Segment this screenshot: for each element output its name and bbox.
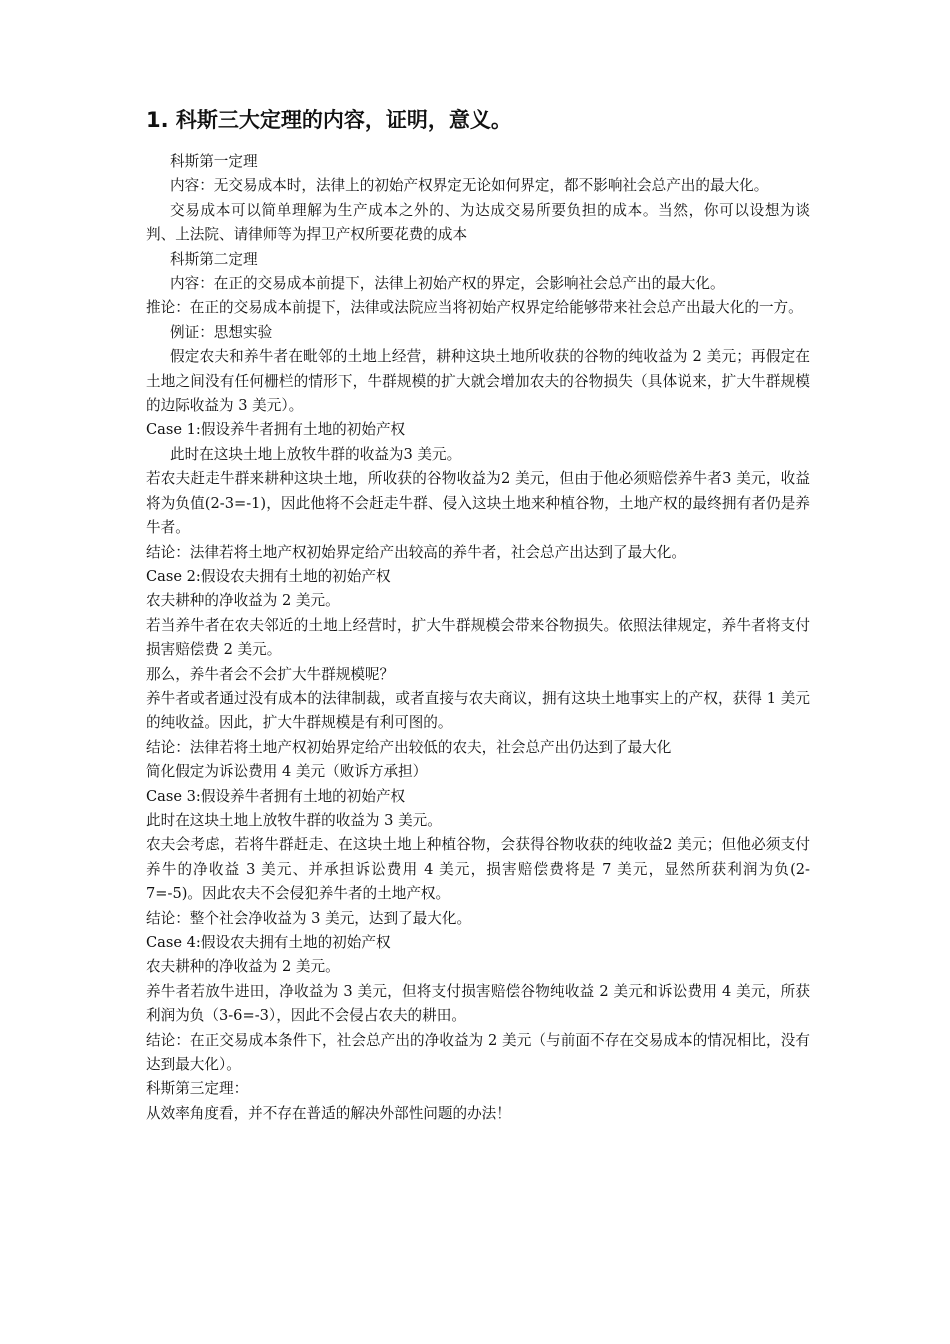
paragraph: 农夫会考虑，若将牛群赶走、在这块土地上种植谷物，会获得谷物收获的纯收益2 美元；但他必须支付养牛的净收益 3 美元、并承担诉讼费用 4 美元，损害赔偿费将是 7 美元，显然所获利润为负(2-7=-5)。因此农夫不会侵犯养牛者的土地产权。 [146, 836, 810, 903]
paragraph: 科斯第一定理 [170, 153, 258, 170]
document-body [146, 150, 810, 1126]
paragraph: Case 2:假设农夫拥有土地的初始产权 [146, 567, 391, 585]
paragraph: 农夫耕种的净收益为 2 美元。 [146, 592, 340, 610]
paragraph: 内容：在正的交易成本前提下，法律上初始产权的界定，会影响社会总产出的最大化。 [170, 275, 725, 293]
paragraph: 简化假定为诉讼费用 4 美元（败诉方承担） [146, 763, 428, 781]
paragraph: Case 3:假设养牛者拥有土地的初始产权 [146, 787, 406, 805]
paragraph: 此时在这块土地上放牧牛群的收益为 3 美元。 [146, 811, 442, 829]
paragraph: 结论：整个社会净收益为 3 美元，达到了最大化。 [146, 909, 472, 927]
paragraph: 若农夫赶走牛群来耕种这块土地，所收获的谷物收益为2 美元，但由于他必须赔偿养牛者3 美元，收益将为负值(2-3=-1)，因此他将不会赶走牛群、侵入这块土地来种植谷物，土地产权的最终拥有者仍是养牛者。 [146, 470, 810, 537]
paragraph: 从效率角度看，并不存在普适的解决外部性问题的办法！ [146, 1104, 511, 1122]
paragraph: 结论：法律若将土地产权初始界定给产出较低的农夫，社会总产出仍达到了最大化 [146, 738, 672, 756]
paragraph: 农夫耕种的净收益为 2 美元。 [146, 958, 340, 976]
paragraph: 结论：在正交易成本条件下，社会总产出的净收益为 2 美元（与前面不存在交易成本的情况相比，没有达到最大化）。 [146, 1031, 810, 1074]
paragraph: 假定农夫和养牛者在毗邻的土地上经营，耕种这块土地所收获的谷物的纯收益为 2 美元；再假定在土地之间没有任何栅栏的情形下，牛群规模的扩大就会增加农夫的谷物损失（具体说来，扩大牛群规模的边际收益为 3 美元）。 [146, 348, 810, 415]
paragraph: 此时在这块土地上放牧牛群的收益为3 美元。 [170, 445, 462, 463]
paragraph: 内容：无交易成本时，法律上的初始产权界定无论如何界定，都不影响社会总产出的最大化。 [170, 177, 769, 195]
section-heading: 1. 科斯三大定理的内容，证明，意义。 [146, 108, 512, 132]
paragraph: 结论：法律若将土地产权初始界定给产出较高的养牛者，社会总产出达到了最大化。 [146, 543, 686, 561]
paragraph: 科斯第三定理： [146, 1080, 249, 1098]
paragraph: Case 4:假设农夫拥有土地的初始产权 [146, 934, 391, 951]
paragraph: 那么，养牛者会不会扩大牛群规模呢？ [146, 665, 395, 683]
paragraph: 养牛者或者通过没有成本的法律制裁，或者直接与农夫商议，拥有这块土地事实上的产权，获得 1 美元的纯收益。因此，扩大牛群规模是有利可图的。 [146, 689, 810, 732]
paragraph: Case 1:假设养牛者拥有土地的初始产权 [146, 421, 406, 439]
paragraph: 推论：在正的交易成本前提下，法律或法院应当将初始产权界定给能够带来社会总产出最大化的一方。 [146, 299, 803, 317]
paragraph: 若当养牛者在农夫邻近的土地上经营时，扩大牛群规模会带来谷物损失。依照法律规定，养牛者将支付损害赔偿费 2 美元。 [146, 616, 810, 659]
paragraph: 交易成本可以简单理解为生产成本之外的、为达成交易所要负担的成本。当然，你可以设想为谈判、上法院、请律师等为捍卫产权所要花费的成本 [146, 201, 810, 244]
paragraph: 例证：思想实验 [170, 323, 273, 341]
paragraph: 科斯第二定理 [170, 250, 258, 268]
paragraph: 养牛者若放牛进田，净收益为 3 美元，但将支付损害赔偿谷物纯收益 2 美元和诉讼费用 4 美元，所获利润为负（3-6=-3），因此不会侵占农夫的耕田。 [146, 982, 810, 1025]
